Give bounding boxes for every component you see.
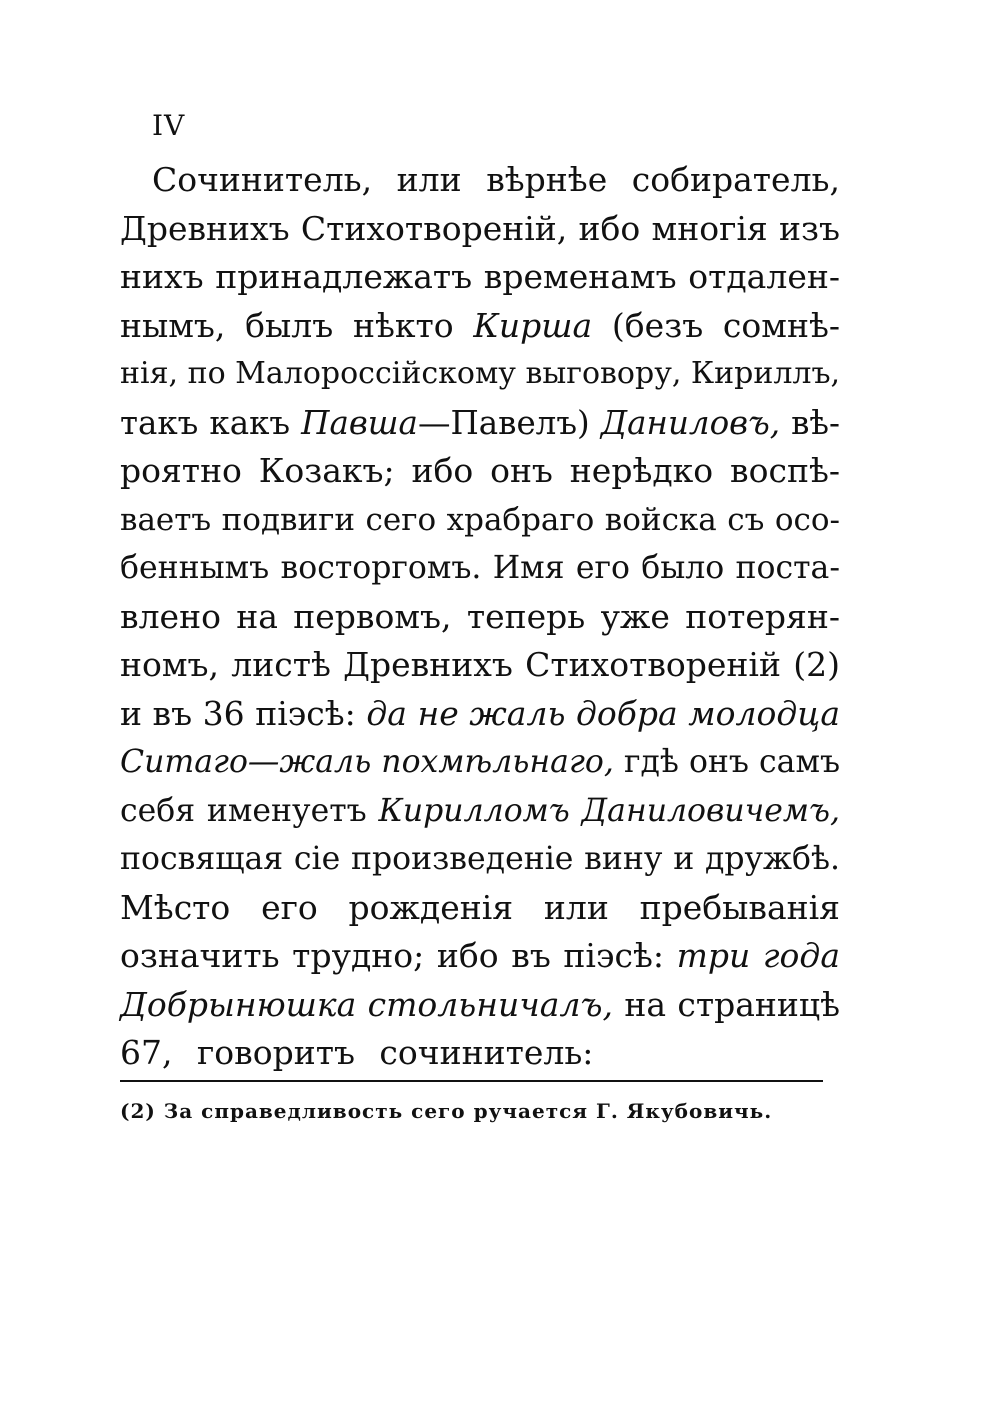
text-line <box>120 787 840 836</box>
text-run: вѣ- <box>780 403 840 442</box>
text-run: 67, говоритъ сочинитель: <box>120 1033 594 1072</box>
text-line <box>120 641 840 690</box>
text-run: себя именуетъ <box>120 792 379 829</box>
text-line <box>120 447 840 496</box>
italic-text-run: Павша <box>301 403 418 442</box>
text-run: Древнихъ Стихотвореній, ибо многія изъ <box>120 208 840 248</box>
text-line <box>120 932 840 981</box>
italic-text-run: Кирша <box>473 305 593 345</box>
text-run: номъ, листѣ Древнихъ Стихотвореній (2) <box>120 645 840 684</box>
text-run: беннымъ восторгомъ. Имя его было поста- <box>120 550 840 586</box>
footnote-divider <box>120 1080 823 1082</box>
text-line <box>120 835 840 884</box>
text-line <box>120 981 840 1030</box>
text-run: влено на первомъ, теперь уже потерян- <box>120 596 840 636</box>
text-line <box>120 399 840 448</box>
italic-text-run: Кирилломъ Даниловичемъ, <box>378 792 840 829</box>
text-run: нымъ, былъ нѣкто <box>120 305 474 345</box>
footnote: (2) За справедливость сего ручается Г. Якубовичь. <box>120 1099 773 1123</box>
text-run: на страницѣ <box>612 984 840 1024</box>
italic-text-run: Ситаго—жаль похмѣльнаго, <box>120 744 614 780</box>
text-line <box>120 690 840 739</box>
text-run: (безъ сомнѣ- <box>592 305 840 345</box>
text-line <box>120 738 840 787</box>
text-run: —Павелъ) <box>417 403 601 442</box>
italic-text-run: три года <box>676 936 840 975</box>
text-run: нія, по Малороссійскому выговору, Кириллъ, <box>120 356 841 391</box>
text-run: Сочинитель, или вѣрнѣе собиратель, <box>152 160 840 199</box>
text-line <box>120 593 840 642</box>
text-run: и въ 36 піэсѣ: <box>120 693 367 733</box>
text-run: такъ какъ <box>120 403 302 442</box>
text-line <box>120 496 840 545</box>
text-line <box>120 350 840 399</box>
italic-text-run: Даниловъ, <box>600 403 781 442</box>
text-run: посвящая сіе произведеніе вину и дружбѣ. <box>120 841 840 877</box>
text-run: гдѣ онъ самъ <box>613 744 840 780</box>
text-line <box>120 156 840 205</box>
text-line <box>120 1029 840 1078</box>
page-number: IV <box>152 109 186 142</box>
text-line <box>120 253 840 302</box>
main-paragraph <box>120 156 840 1078</box>
italic-text-run: да не жаль добра молодца <box>366 693 840 733</box>
text-line <box>120 884 840 933</box>
text-line <box>120 302 840 351</box>
text-run: роятно Козакъ; ибо онъ нерѣдко воспѣ- <box>120 451 840 490</box>
text-run: нихъ принадлежатъ временамъ отдален- <box>120 257 840 296</box>
text-run: означить трудно; ибо въ піэсѣ: <box>120 936 677 975</box>
text-line <box>120 544 840 593</box>
text-line <box>120 205 840 254</box>
text-run: Мѣсто его рожденія или пребыванія <box>120 887 840 927</box>
text-run: ваетъ подвиги сего храбраго войска съ осо- <box>120 501 840 538</box>
italic-text-run: Добрынюшка стольничалъ, <box>120 984 613 1024</box>
